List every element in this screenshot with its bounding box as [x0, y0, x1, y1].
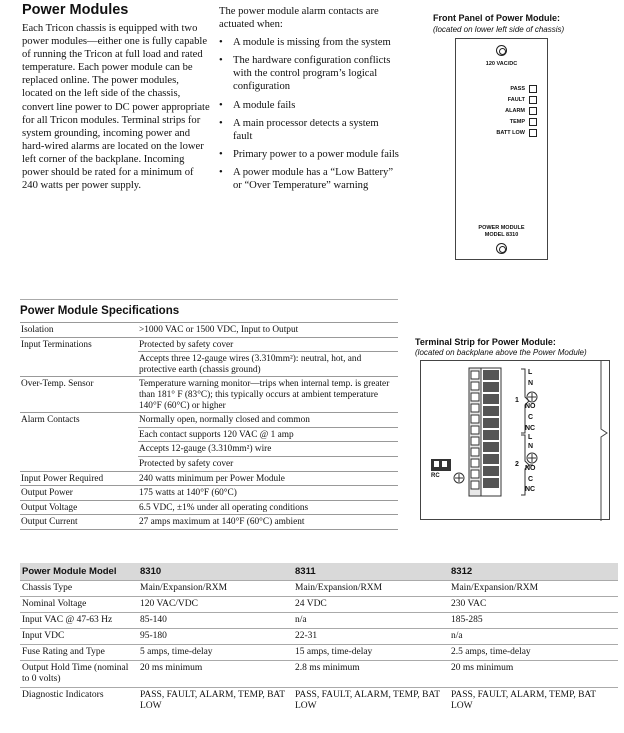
table-row	[20, 581, 618, 597]
cell: PASS, FAULT, ALARM, TEMP, BAT LOW	[138, 688, 293, 715]
cell: 5 amps, time-delay	[138, 645, 293, 661]
alarm-lead: The power module alarm contacts are actuated when:	[219, 6, 379, 31]
terminal-label: N	[528, 380, 534, 387]
row-label: Input VAC @ 47-63 Hz	[20, 613, 138, 629]
alarm-item: • A module is missing from the system	[219, 36, 399, 49]
terminal-strip-subtitle: (located on backplane above the Power Module)	[415, 348, 587, 357]
spec-value: Each contact supports 120 VAC @ 1 amp	[138, 427, 398, 442]
group-number: 1	[515, 397, 519, 404]
spec-row	[20, 471, 398, 486]
model-label	[456, 225, 547, 239]
terminal-label: C	[528, 476, 534, 483]
spec-label: Over-Temp. Sensor	[21, 379, 94, 390]
column-header: 8310	[138, 563, 293, 581]
led-icon	[529, 107, 537, 115]
terminal-label: NC	[525, 425, 536, 432]
column-header: Power Module Model	[20, 563, 138, 581]
table-header-row	[20, 563, 618, 581]
led-icon	[529, 118, 537, 126]
alarm-list	[219, 36, 399, 192]
group-number: 2	[515, 461, 519, 468]
spec-label: Output Power	[21, 488, 73, 499]
cell: 85-140	[138, 613, 293, 629]
table-row	[20, 629, 618, 645]
alarm-item: • A power module has a “Low Battery” or “Over Temperature” warning	[219, 166, 399, 192]
cell: 24 VDC	[293, 597, 449, 613]
row-label: Input VDC	[20, 629, 138, 645]
cell: n/a	[293, 613, 449, 629]
specs-title: Power Module Specifications	[20, 305, 180, 317]
model-line: MODEL 8310	[484, 232, 519, 238]
spec-row	[20, 514, 398, 530]
cell: 2.8 ms minimum	[293, 661, 449, 688]
cell: n/a	[449, 629, 618, 645]
spec-label: Input Terminations	[21, 339, 92, 350]
indicator-label: ALARM	[505, 108, 525, 114]
led-icon	[529, 96, 537, 104]
spec-row	[20, 337, 398, 377]
cell: 22-31	[293, 629, 449, 645]
led-icon	[529, 129, 537, 137]
spec-value: Protected by safety cover	[138, 456, 398, 471]
spec-value: 6.5 VDC, ±1% under all operating conditions	[139, 502, 309, 513]
spec-label: Output Voltage	[21, 502, 78, 513]
intro-paragraph: Each Tricon chassis is equipped with two power modules—either one is fully capable of running the Tricon at full load and rated temperature. Each power module can be replaced online. The power modules, located on the left side of the chassis, convert line power to DC power appropriate for all Tricon modules. Terminal strips for system grounding, incoming power and hard-wired alarms are located on the lower left corner of the backplane. Incoming power should be rated for a minimum of 240 watts per power supply.	[22, 23, 210, 192]
spec-value: >1000 VAC or 1500 VDC, Input to Output	[139, 325, 299, 335]
row-label: Output Hold Time (nominal to 0 volts)	[20, 661, 138, 688]
spec-row	[20, 485, 398, 500]
voltage-label: 120 VAC/DC	[485, 61, 518, 67]
column-header: 8312	[449, 563, 618, 581]
indicator-label: FAULT	[507, 97, 525, 103]
spec-label: Input Power Required	[21, 473, 104, 484]
row-label: Fuse Rating and Type	[20, 645, 138, 661]
cell: 185-285	[449, 613, 618, 629]
terminal-strip-diagram	[420, 360, 610, 520]
terminal-label: C	[528, 414, 534, 421]
cell: 15 amps, time-delay	[293, 645, 449, 661]
alarm-item: • Primary power to a power module fails	[219, 148, 399, 161]
cell: 95-180	[138, 629, 293, 645]
table-row	[20, 613, 618, 629]
terminal-block-icon	[421, 361, 611, 521]
spec-row	[20, 376, 398, 412]
cell: 2.5 amps, time-delay	[449, 645, 618, 661]
indicator-pass	[510, 85, 525, 95]
indicator-batt-low	[496, 129, 525, 139]
indicator-label: PASS	[510, 86, 525, 92]
row-label: Nominal Voltage	[20, 597, 138, 613]
spec-row	[20, 322, 398, 337]
cell: Main/Expansion/RXM	[449, 581, 618, 597]
indicator-label: BATT LOW	[496, 130, 525, 136]
screw-icon	[496, 45, 507, 56]
terminal-strip-title: Terminal Strip for Power Module:	[415, 337, 556, 347]
spec-value: 175 watts at 140°F (60°C)	[139, 488, 237, 499]
front-panel-diagram	[455, 38, 548, 260]
alarm-item: • The hardware configuration conflicts with the control program’s logical configuration	[219, 54, 399, 93]
terminal-label: N	[528, 443, 534, 450]
alarm-conditions	[219, 5, 399, 197]
cell: Main/Expansion/RXM	[293, 581, 449, 597]
spec-label: Alarm Contacts	[21, 415, 80, 426]
cell: 20 ms minimum	[138, 661, 293, 688]
rc-label: RC	[431, 473, 440, 479]
spec-value: Accepts 12-gauge (3.310mm²) wire	[138, 441, 398, 456]
row-label: Chassis Type	[20, 581, 138, 597]
indicator-temp	[510, 118, 525, 128]
alarm-item: • A module fails	[219, 99, 399, 112]
terminal-label: L	[528, 369, 533, 376]
spec-row	[20, 500, 398, 515]
model-line: POWER MODULE	[478, 225, 525, 231]
model-table	[20, 563, 618, 714]
alarm-item: • A main processor detects a system fault	[219, 117, 399, 143]
led-icon	[529, 85, 537, 93]
specs-table	[20, 322, 398, 530]
terminal-label: NC	[525, 486, 536, 493]
page-title: Power Modules	[22, 2, 129, 18]
cell: Main/Expansion/RXM	[138, 581, 293, 597]
table-row	[20, 645, 618, 661]
divider	[20, 299, 398, 300]
spec-value: Accepts three 12-gauge wires (3.310mm²): neutral, hot, and protective earth (chassis ground)	[138, 351, 398, 376]
indicator-alarm	[505, 107, 525, 117]
screw-icon	[496, 243, 507, 254]
cell: 120 VAC/VDC	[138, 597, 293, 613]
terminal-label: NO	[525, 403, 536, 410]
front-panel-subtitle: (located on lower left side of chassis)	[433, 25, 565, 34]
terminal-label: NO	[525, 465, 536, 472]
indicator-label: TEMP	[509, 119, 525, 125]
row-label: Diagnostic Indicators	[20, 688, 138, 715]
cell: PASS, FAULT, ALARM, TEMP, BAT LOW	[293, 688, 449, 715]
cell: 20 ms minimum	[449, 661, 618, 688]
spec-row	[20, 412, 398, 470]
spec-value: 27 amps maximum at 140°F (60°C) ambient	[139, 517, 305, 528]
spec-value: Protected by safety cover	[139, 339, 234, 350]
front-panel-title: Front Panel of Power Module:	[433, 13, 561, 23]
cell: PASS, FAULT, ALARM, TEMP, BAT LOW	[449, 688, 618, 715]
cell: 230 VAC	[449, 597, 618, 613]
table-row	[20, 688, 618, 715]
spec-value: 240 watts minimum per Power Module	[139, 473, 285, 484]
indicator-fault	[508, 96, 525, 106]
terminal-label: L	[528, 434, 533, 441]
spec-label: Output Current	[21, 517, 78, 528]
table-row	[20, 661, 618, 688]
table-row	[20, 597, 618, 613]
spec-value: Normally open, normally closed and common	[139, 415, 310, 426]
spec-value: Temperature warning monitor—trips when internal temp. is greater than 181° F (83°C); this typically occurs at ambient temperature 140°F (60°C) or higher	[139, 379, 390, 411]
column-header: 8311	[293, 563, 449, 581]
spec-label: Isolation	[21, 325, 54, 335]
